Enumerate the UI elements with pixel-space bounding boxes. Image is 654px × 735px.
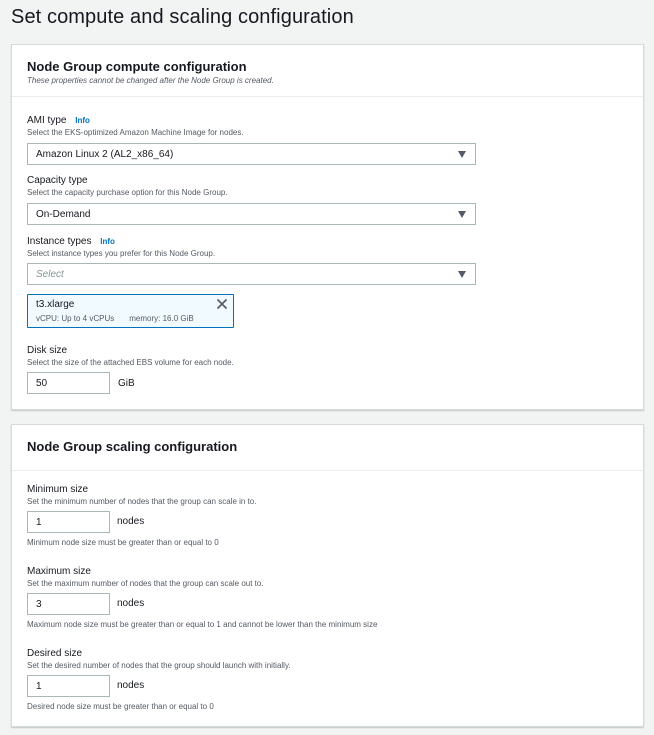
min-size-unit: nodes (117, 516, 145, 527)
instance-types-info-link[interactable]: Info (100, 237, 115, 246)
min-size-hint: Minimum node size must be greater than or equal to 0 (27, 538, 219, 547)
instance-types-placeholder: Select (36, 269, 64, 280)
instance-type-token-vcpu: vCPU: Up to 4 vCPUs (36, 314, 115, 323)
close-icon[interactable] (216, 298, 228, 310)
ami-type-label (27, 115, 90, 126)
capacity-type-description: Select the capacity purchase option for this Node Group. (27, 188, 228, 197)
ami-type-description: Select the EKS-optimized Amazon Machine Image for nodes. (27, 128, 244, 137)
min-size-description: Set the minimum number of nodes that the group can scale in to. (27, 497, 257, 506)
disk-size-description: Select the size of the attached EBS volume for each node. (27, 358, 234, 367)
desired-size-unit: nodes (117, 680, 145, 691)
max-size-input[interactable]: 3 (27, 593, 110, 615)
compute-panel-subtitle: These properties cannot be changed after the Node Group is created. (27, 76, 274, 85)
ami-type-select[interactable] (27, 143, 476, 165)
instance-type-token-memory: memory: 16.0 GiB (129, 314, 194, 323)
instance-types-label (27, 236, 115, 247)
compute-panel-title: Node Group compute configuration (27, 59, 247, 74)
min-size-label: Minimum size (27, 484, 89, 495)
scaling-panel-title: Node Group scaling configuration (27, 439, 238, 454)
disk-size-unit: GiB (118, 378, 135, 389)
min-size-input[interactable]: 1 (27, 511, 110, 533)
max-size-hint: Maximum node size must be greater than or equal to 1 and cannot be lower than the minimum size (27, 620, 378, 629)
max-size-description: Set the maximum number of nodes that the group can scale out to. (27, 579, 264, 588)
caret-down-icon (458, 211, 466, 218)
ami-type-info-link[interactable]: Info (75, 116, 90, 125)
capacity-type-value: On-Demand (36, 209, 91, 220)
compute-panel-header (12, 45, 643, 97)
caret-down-icon (458, 271, 466, 278)
desired-size-description: Set the desired number of nodes that the group should launch with initially. (27, 661, 291, 670)
desired-size-hint: Desired node size must be greater than or equal to 0 (27, 702, 214, 711)
max-size-label: Maximum size (27, 566, 91, 577)
instance-types-select[interactable] (27, 263, 476, 285)
instance-types-description: Select instance types you prefer for this Node Group. (27, 249, 216, 258)
desired-size-input[interactable]: 1 (27, 675, 110, 697)
instance-type-token-details (36, 314, 194, 323)
page-title: Set compute and scaling configuration (11, 6, 354, 28)
caret-down-icon (458, 151, 466, 158)
scaling-panel-header (12, 425, 643, 471)
scaling-config-panel (11, 424, 644, 727)
desired-size-label: Desired size (27, 648, 83, 659)
disk-size-input[interactable]: 50 (27, 372, 110, 394)
instance-type-token (27, 294, 234, 328)
ami-type-label-text: AMI type (27, 115, 67, 126)
capacity-type-label: Capacity type (27, 175, 88, 186)
max-size-unit: nodes (117, 598, 145, 609)
instance-type-token-name: t3.xlarge (36, 299, 75, 310)
capacity-type-select[interactable] (27, 203, 476, 225)
instance-types-label-text: Instance types (27, 236, 92, 247)
compute-config-panel (11, 44, 644, 410)
ami-type-value: Amazon Linux 2 (AL2_x86_64) (36, 149, 174, 160)
disk-size-label: Disk size (27, 345, 68, 356)
